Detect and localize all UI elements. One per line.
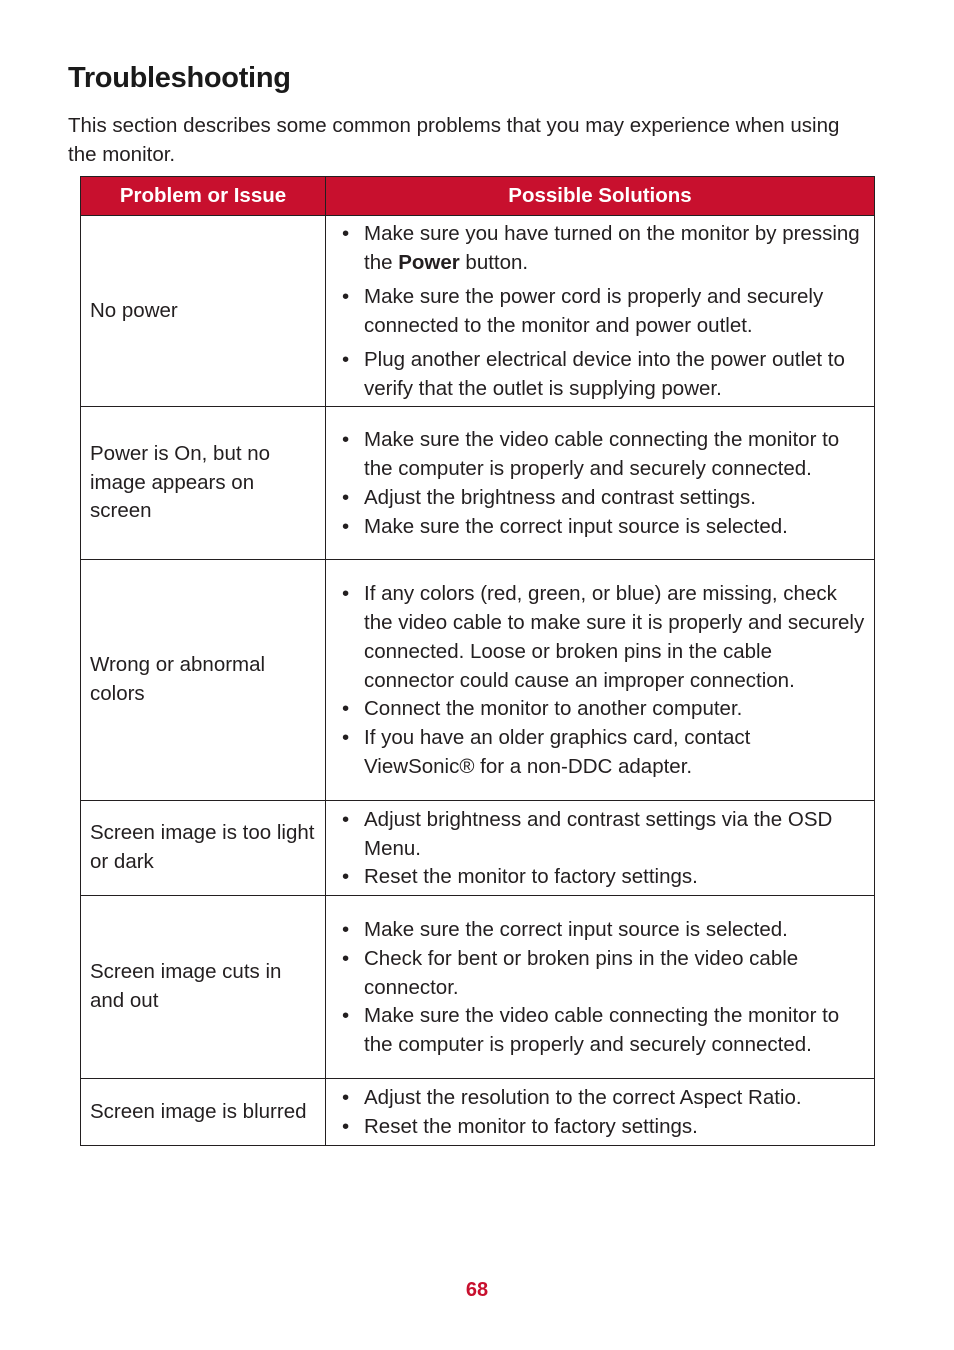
table-header-row <box>81 177 875 216</box>
solutions-list <box>342 220 866 404</box>
solutions-list <box>342 580 866 782</box>
table-row <box>81 896 875 1079</box>
table-row <box>81 801 875 896</box>
solution-item: • Check for bent or broken pins in the video cable connector. <box>342 945 866 1003</box>
solution-item: • Make sure the power cord is properly and securely connected to the monitor and power outlet. <box>342 283 866 341</box>
troubleshooting-table <box>80 176 875 1146</box>
solutions-list <box>342 916 866 1060</box>
solutions-cell <box>326 1079 875 1146</box>
solutions-list <box>342 806 866 892</box>
solutions-cell <box>326 407 875 560</box>
solutions-list <box>342 1084 866 1142</box>
solutions-cell <box>326 801 875 896</box>
solutions-list <box>342 426 866 541</box>
solution-item: • Make sure you have turned on the monitor by pressing the Power button. <box>342 220 866 278</box>
solution-item: • Make sure the correct input source is selected. <box>342 513 866 542</box>
solution-item: • Adjust the brightness and contrast settings. <box>342 484 866 513</box>
solutions-cell <box>326 560 875 801</box>
problem-cell: Screen image is too light or dark <box>81 801 326 896</box>
page-number: 68 <box>465 1279 489 1301</box>
problem-cell: Power is On, but no image appears on screen <box>81 407 326 560</box>
solution-item: • Make sure the correct input source is selected. <box>342 916 866 945</box>
page-title: Troubleshooting <box>68 62 291 94</box>
power-button-term: Power <box>398 250 460 274</box>
solution-item: • Reset the monitor to factory settings. <box>342 863 866 892</box>
solutions-cell <box>326 216 875 407</box>
table-row <box>81 216 875 407</box>
solution-item: • Connect the monitor to another computer. <box>342 695 866 724</box>
problem-cell: Wrong or abnormal colors <box>81 560 326 801</box>
solution-item: • Reset the monitor to factory settings. <box>342 1113 866 1142</box>
solution-item: • Make sure the video cable connecting the monitor to the computer is properly and securely connected. <box>342 1002 866 1060</box>
table-row <box>81 560 875 801</box>
solution-item: • Adjust brightness and contrast settings via the OSD Menu. <box>342 806 866 864</box>
header-solutions: Possible Solutions <box>326 177 875 216</box>
solution-item: • Adjust the resolution to the correct Aspect Ratio. <box>342 1084 866 1113</box>
solution-item: • If any colors (red, green, or blue) are missing, check the video cable to make sure it is properly and securely connected. Loose or broken pins in the cable connector could cause an improper connection. <box>342 580 866 695</box>
header-problem: Problem or Issue <box>81 177 326 216</box>
table-row <box>81 407 875 560</box>
problem-cell: Screen image is blurred <box>81 1079 326 1146</box>
problem-cell: Screen image cuts in and out <box>81 896 326 1079</box>
solution-item: • Make sure the video cable connecting the monitor to the computer is properly and securely connected. <box>342 426 866 484</box>
solution-item: • If you have an older graphics card, contact ViewSonic® for a non-DDC adapter. <box>342 724 866 782</box>
problem-cell: No power <box>81 216 326 407</box>
solution-item: • Plug another electrical device into the power outlet to verify that the outlet is supplying power. <box>342 346 866 404</box>
table-row <box>81 1079 875 1146</box>
intro-paragraph: This section describes some common problems that you may experience when using the monitor. <box>68 114 840 166</box>
solutions-cell <box>326 896 875 1079</box>
